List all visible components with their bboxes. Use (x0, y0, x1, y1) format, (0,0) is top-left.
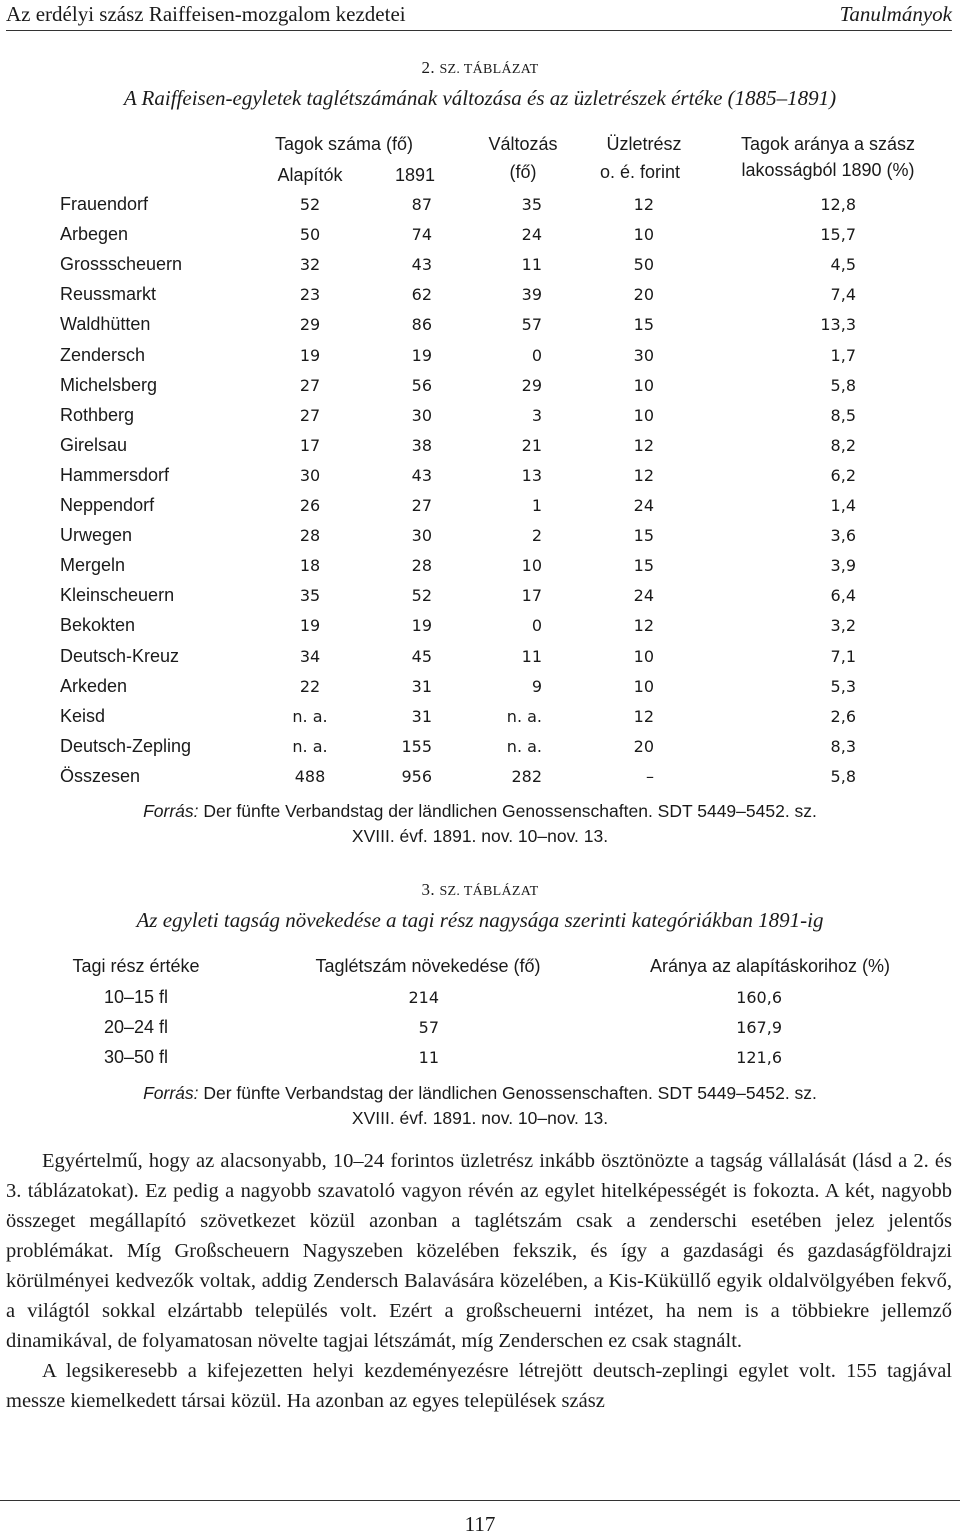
body-text (6, 1146, 952, 1416)
row-name: Deutsch-Zepling (60, 735, 192, 756)
change-cell: 29 (521, 375, 542, 395)
founders-cell: 23 (299, 285, 321, 305)
ratio-cell: 7,1 (830, 646, 856, 666)
table2-label-text: SZ. TÁBLÁZAT (439, 62, 539, 77)
table3-source-text: Der fünfte Verbandstag der ländlichen Genossenschaften. SDT 5449–5452. sz. (198, 1083, 817, 1103)
members-cell: 86 (411, 315, 432, 335)
row-name: Grossscheuern (60, 254, 183, 275)
row-name: Deutsch-Kreuz (60, 645, 180, 666)
table2-source (0, 799, 960, 849)
row-name: Rothberg (60, 404, 135, 425)
members-cell: 56 (411, 375, 432, 395)
share-cell: 12 (633, 706, 654, 726)
members-cell: 28 (411, 556, 432, 576)
members-cell: 30 (411, 405, 432, 425)
share-cell: 50 (633, 255, 654, 275)
table2-header-year: 1891 (394, 165, 436, 185)
growth-cell: 214 (408, 988, 439, 1007)
founders-cell: 27 (299, 405, 321, 425)
row-name: Mergeln (60, 555, 126, 576)
row-name: Arkeden (60, 675, 128, 696)
row-name: Michelsberg (60, 374, 158, 395)
share-cell: 15 (633, 526, 654, 546)
ratio-cell: 13,3 (820, 315, 856, 335)
change-cell: 0 (531, 345, 542, 365)
founders-cell: 35 (299, 586, 321, 606)
running-header-section: Tanulmányok (839, 2, 952, 26)
table2-header-founders: Alapítók (277, 165, 343, 185)
row-name: Urwegen (60, 525, 133, 546)
table2-source-text: Der fünfte Verbandstag der ländlichen Genossenschaften. SDT 5449–5452. sz. (198, 801, 817, 821)
table2-label-number: 2. (421, 58, 440, 77)
ratio-cell: 6,2 (830, 465, 856, 485)
row-name: Waldhütten (60, 314, 151, 335)
share-cell: 12 (633, 435, 654, 455)
row-name: Keisd (60, 705, 106, 726)
ratio-cell: 3,6 (830, 526, 856, 546)
table2-label (0, 58, 960, 78)
change-cell: 24 (521, 225, 542, 245)
members-cell: 19 (411, 616, 432, 636)
ratio-cell: 3,9 (830, 556, 856, 576)
table3-source (0, 1081, 960, 1131)
founders-cell: 27 (299, 375, 321, 395)
founders-cell: 18 (299, 556, 321, 576)
table3-title: Az egyleti tagság növekedése a tagi rész nagysága szerinti kategóriákban 1891-ig (136, 908, 824, 932)
table3-source-line2: XVIII. évf. 1891. nov. 10–nov. 13. (351, 1108, 609, 1128)
founders-cell: 30 (299, 465, 321, 485)
share-cell: 20 (633, 736, 654, 756)
members-cell: 43 (411, 255, 432, 275)
row-name: Girelsau (60, 434, 128, 455)
share-cell: 12 (633, 195, 654, 214)
members-cell: 52 (411, 586, 432, 606)
table2-title: A Raiffeisen-egyletek taglétszámának változása és az üzletrészek értéke (1885–1891) (123, 86, 837, 110)
running-header (6, 0, 952, 31)
table3-label-text: SZ. TÁBLÁZAT (439, 884, 539, 899)
ratio-cell: 7,4 (830, 285, 856, 305)
table2-header-change-unit: (fő) (509, 162, 537, 182)
ratio-cell: 4,5 (830, 255, 856, 275)
ratio-cell: 1,4 (830, 496, 856, 515)
category-cell: 20–24 fl (103, 1017, 169, 1037)
row-name: Frauendorf (60, 194, 149, 214)
category-cell: 10–15 fl (103, 987, 169, 1007)
change-cell: 11 (521, 646, 542, 666)
ratio-cell: 12,8 (820, 195, 856, 214)
ratio-cell: 8,5 (830, 405, 856, 425)
ratio-cell: 5,8 (830, 375, 856, 395)
ratio-cell: 5,8 (830, 766, 856, 786)
change-cell: 1 (531, 496, 542, 515)
founders-cell: 17 (299, 435, 321, 455)
change-cell: 3 (531, 405, 542, 425)
share-cell: 15 (633, 556, 654, 576)
founders-cell: 19 (299, 345, 321, 365)
table2-source-line1 (0, 799, 960, 824)
change-cell: 21 (521, 435, 542, 455)
table3-source-label: Forrás: (143, 1083, 199, 1103)
founders-cell: 28 (299, 526, 321, 546)
ratio-cell: 121,6 (736, 1048, 782, 1067)
ratio-cell: 160,6 (736, 988, 782, 1007)
change-cell: 0 (531, 616, 542, 636)
table2-source-line2: XVIII. évf. 1891. nov. 10–nov. 13. (351, 826, 609, 846)
ratio-cell: 3,2 (830, 616, 856, 636)
share-cell: 20 (633, 285, 654, 305)
members-cell: 38 (411, 435, 432, 455)
change-cell: 13 (521, 465, 542, 485)
row-name: Arbegen (60, 224, 129, 245)
change-cell: 57 (521, 315, 542, 335)
members-cell: 956 (401, 766, 432, 786)
members-cell: 43 (411, 465, 432, 485)
change-cell: 10 (521, 556, 542, 576)
share-cell: 12 (633, 616, 654, 636)
founders-cell: n. a. (292, 736, 328, 756)
share-cell: 15 (633, 315, 654, 335)
share-cell: – (646, 766, 654, 786)
share-cell: 24 (633, 496, 654, 515)
table3-label-number: 3. (421, 880, 440, 899)
body-paragraph-2: A legsikeresebb a kifejezetten helyi kezdeményezésre létrejött deutsch-zeplingi egylet volt. 155 tagjával messze kiemelkedett társai közül. Ha azonban az egyes települések szász (6, 1360, 952, 1412)
row-name: Hammersdorf (60, 464, 170, 485)
members-cell: 31 (411, 676, 432, 696)
row-name: Reussmarkt (60, 284, 157, 305)
founders-cell: n. a. (292, 706, 328, 726)
change-cell: 39 (521, 285, 542, 305)
founders-cell: 34 (299, 646, 321, 666)
share-cell: 24 (633, 586, 654, 606)
table2-header-share: Üzletrész (606, 134, 682, 154)
table2-header-share-unit: o. é. forint (599, 162, 681, 182)
members-cell: 30 (411, 526, 432, 546)
members-cell: 31 (411, 706, 432, 726)
change-cell: n. a. (506, 736, 542, 756)
table3-source-line1 (0, 1081, 960, 1106)
ratio-cell: 15,7 (820, 225, 856, 245)
ratio-cell: 5,3 (830, 676, 856, 696)
change-cell: 2 (531, 526, 542, 546)
running-header-title: Az erdélyi szász Raiffeisen-mozgalom kezdetei (6, 2, 406, 26)
row-name: Neppendorf (60, 495, 155, 515)
growth-cell: 11 (418, 1048, 439, 1067)
founders-cell: 488 (294, 766, 326, 786)
members-cell: 155 (401, 736, 432, 756)
founders-cell: 22 (299, 676, 321, 696)
share-cell: 30 (633, 345, 654, 365)
founders-cell: 29 (299, 315, 321, 335)
share-cell: 10 (633, 676, 654, 696)
change-cell: n. a. (506, 706, 542, 726)
members-cell: 45 (411, 646, 432, 666)
members-cell: 74 (411, 225, 432, 245)
table2-header-change: Változás (488, 134, 558, 154)
table3-header-category: Tagi rész értéke (72, 956, 200, 976)
members-cell: 87 (411, 195, 432, 214)
table2-header-ratio: Tagok aránya a szász (740, 134, 916, 154)
ratio-cell: 167,9 (736, 1018, 782, 1037)
change-cell: 282 (511, 766, 542, 786)
change-cell: 11 (521, 255, 542, 275)
share-cell: 10 (633, 646, 654, 666)
table2-header-ratio-year: lakosságból 1890 (%) (741, 160, 915, 180)
founders-cell: 32 (299, 255, 321, 275)
row-name: Zendersch (60, 344, 146, 365)
ratio-cell: 8,3 (830, 736, 856, 756)
row-name: Kleinscheuern (60, 585, 175, 606)
share-cell: 10 (633, 225, 654, 245)
members-cell: 27 (411, 496, 432, 515)
founders-cell: 26 (299, 496, 321, 515)
share-cell: 10 (633, 405, 654, 425)
members-cell: 19 (411, 345, 432, 365)
row-name: Bekokten (60, 615, 136, 636)
footer-rule (0, 1500, 960, 1501)
category-cell: 30–50 fl (103, 1047, 169, 1067)
ratio-cell: 1,7 (830, 345, 856, 365)
founders-cell: 19 (299, 616, 321, 636)
change-cell: 9 (531, 676, 542, 696)
table3-label (0, 880, 960, 900)
table2-header-members: Tagok száma (fő) (274, 134, 414, 154)
change-cell: 35 (521, 195, 542, 214)
members-cell: 62 (411, 285, 432, 305)
body-paragraph-1: Egyértelmű, hogy az alacsonyabb, 10–24 forintos üzletrész inkább ösztönözte a tagság vállalását (lásd a 2. és 3. táblázatokat). Ez pedig a nagyobb szavatoló vagyon révén az egylet hitelképességét is fokozta. A két, nagyobb összeget megállapító szövetkezet közül azonban a taglétszám csak a zenderschi esetében jelez jelentős problémákat. Míg Großscheuern Nagyszeben közelében fekszik, és így a gazdasági és gazdaságföldrajzi körülményei kedvezők voltak, addig Zendersch Balavására közelében, a Kis-Küküllő egyik oldalvölgyében fekvő, a világtól sokkal elzártabb település volt. Ezért a großscheuerni intézet, ha nem is a többiekre jellemző dinamikával, de folyamatosan növelte tagjai létszámát, míg Zenderschen ez csak stagnált. (6, 1150, 952, 1352)
share-cell: 10 (633, 375, 654, 395)
ratio-cell: 8,2 (830, 435, 856, 455)
table3-header-growth: Taglétszám növekedése (fő) (315, 956, 541, 976)
share-cell: 12 (633, 465, 654, 485)
change-cell: 17 (521, 586, 542, 606)
growth-cell: 57 (418, 1018, 439, 1037)
founders-cell: 52 (299, 195, 321, 214)
ratio-cell: 6,4 (830, 586, 856, 606)
row-name: Összesen (60, 765, 141, 786)
ratio-cell: 2,6 (830, 706, 856, 726)
founders-cell: 50 (299, 225, 321, 245)
page-number: 117 (464, 1512, 496, 1536)
table3-header-ratio: Aránya az alapításkorihoz (%) (649, 956, 891, 976)
table2-source-label: Forrás: (143, 801, 199, 821)
